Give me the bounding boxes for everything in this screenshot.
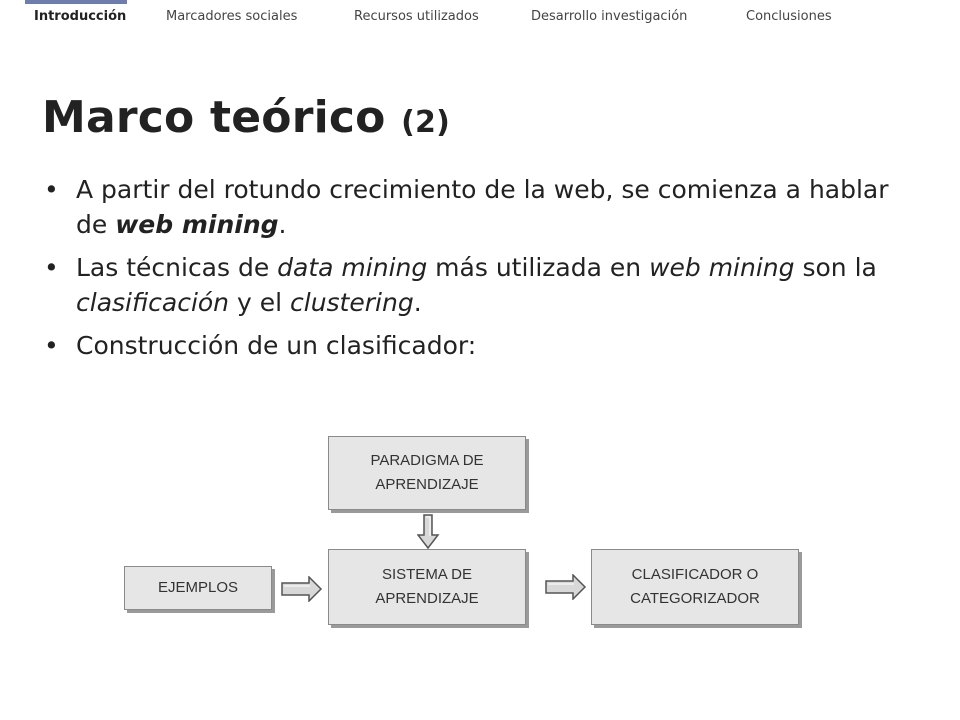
box-label: EJEMPLOS xyxy=(157,579,239,596)
bullet-text: Las técnicas de xyxy=(76,253,278,282)
diagram-box-ejemplos xyxy=(124,566,272,610)
slide-title-text: Marco teórico xyxy=(42,92,386,143)
bullet-item xyxy=(44,172,924,242)
nav-item-conclusiones[interactable]: Conclusiones xyxy=(746,9,832,24)
box-label: SISTEMA DE xyxy=(381,566,472,583)
nav-item-desarrollo-investigacion[interactable]: Desarrollo investigación xyxy=(531,9,688,24)
nav-item-marcadores-sociales[interactable]: Marcadores sociales xyxy=(166,9,298,24)
bullet-text: . xyxy=(278,210,287,239)
bullet-text: Construcción de un clasificador: xyxy=(76,331,477,360)
box-label: CATEGORIZADOR xyxy=(630,590,760,607)
bullet-text: más utilizada en xyxy=(427,253,650,282)
bullet-text: son la xyxy=(794,253,877,282)
bullet-text: . xyxy=(413,288,422,317)
bullet-text: A partir del rotundo crecimiento de la web, se comienza a hablar de xyxy=(76,175,889,239)
bullet-emphasis: web mining xyxy=(649,253,795,282)
active-tab-indicator xyxy=(25,0,127,4)
arrow-right-icon xyxy=(281,576,323,602)
bullet-emphasis: clustering xyxy=(290,288,414,317)
bullet-text: y el xyxy=(229,288,290,317)
bullet-emphasis: data mining xyxy=(277,253,428,282)
box-label: CLASIFICADOR O xyxy=(631,566,759,583)
diagram-box-sistema xyxy=(328,549,526,625)
box-label: APRENDIZAJE xyxy=(375,476,479,493)
nav-item-recursos-utilizados[interactable]: Recursos utilizados xyxy=(354,9,479,24)
diagram-box-clasificador xyxy=(591,549,799,625)
box-label: PARADIGMA DE xyxy=(370,452,484,469)
nav-item-introduccion[interactable]: Introducción xyxy=(34,9,127,24)
slide-title xyxy=(42,92,450,143)
bullet-list xyxy=(44,172,924,371)
bullet-item xyxy=(44,328,924,363)
bullet-emphasis: clasificación xyxy=(76,288,230,317)
arrow-right-icon xyxy=(545,574,587,600)
top-navigation xyxy=(0,0,960,32)
bullet-item xyxy=(44,250,924,320)
bullet-emphasis: web mining xyxy=(115,210,279,239)
diagram-box-paradigma xyxy=(328,436,526,510)
box-label: APRENDIZAJE xyxy=(375,590,479,607)
slide-title-suffix: (2) xyxy=(401,105,451,140)
arrow-down-icon xyxy=(417,514,441,550)
